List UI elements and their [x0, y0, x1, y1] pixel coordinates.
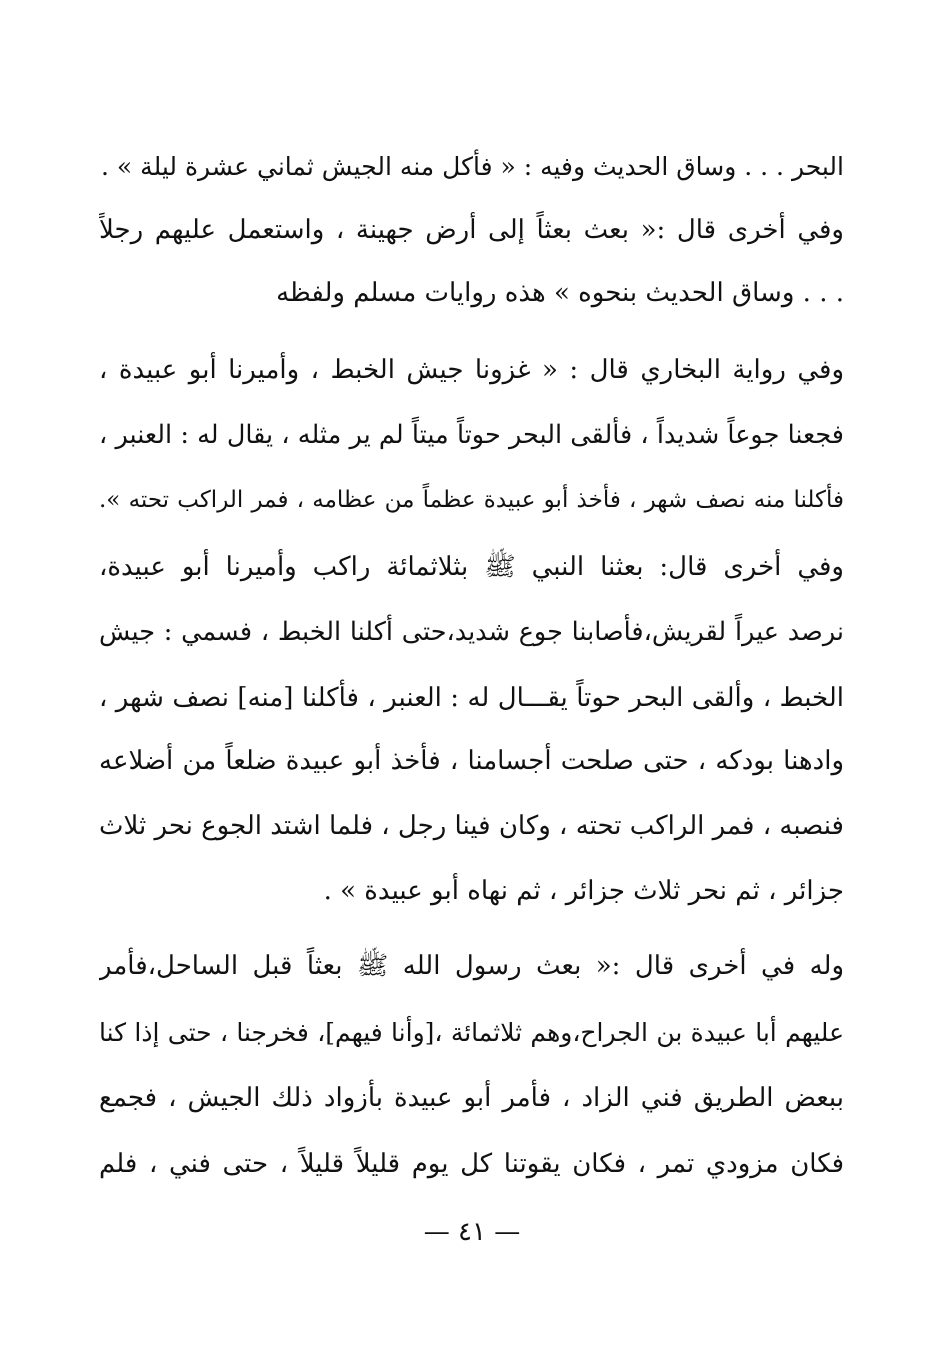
text-line-11: فنصبه ، فمر الراكب تحته ، وكان فينا رجل ، فلما اشتد الجوع نحر ثلاث: [99, 811, 844, 841]
text-line-10: وادهنا بودكه ، حتى صلحت أجسامنا ، فأخذ أبو عبيدة ضلعاً من أضلاعه: [99, 746, 844, 776]
text-line-5: فجعنا جوعاً شديداً ، فألقى البحر حوتاً ميتاً لم ير مثله ، يقال له : العنبر ،: [99, 420, 844, 450]
text-line-9: الخبط ، وألقى البحر حوتاً يقـــال له : العنبر ، فأكلنا [منه] نصف شهر ،: [99, 683, 844, 713]
text-line-4: وفي رواية البخاري قال : « غزونا جيش الخبط ، وأميرنا أبو عبيدة ،: [99, 355, 844, 385]
text-line-3: . . . وساق الحديث بنحوه » هذه روايات مسلم ولفظه: [276, 278, 844, 308]
text-line-7: وفي أخرى قال: بعثنا النبي ﷺ بثلاثمائة راكب وأميرنا أبو عبيدة،: [99, 552, 844, 582]
text-line-16: فكان مزودي تمر ، فكان يقوتنا كل يوم قليلاً قليلاً ، حتى فني ، فلم: [99, 1149, 844, 1179]
text-line-12: جزائر ، ثم نحر ثلاث جزائر ، ثم نهاه أبو عبيدة » .: [323, 876, 844, 906]
text-line-6: فأكلنا منه نصف شهر ، فأخذ أبو عبيدة عظماً من عظامه ، فمر الراكب تحته ».: [99, 487, 844, 513]
text-line-2: وفي أخرى قال :« بعث بعثاً إلى أرض جهينة ، واستعمل عليهم رجلاً: [99, 215, 844, 245]
text-line-1: البحر . . . وساق الحديث وفيه : « فأكل منه الجيش ثماني عشرة ليلة » .: [101, 152, 844, 181]
text-line-15: ببعض الطريق فني الزاد ، فأمر أبو عبيدة بأزواد ذلك الجيش ، فجمع: [99, 1083, 844, 1113]
page-number: — ٤١ —: [423, 1217, 521, 1247]
text-line-13: وله في أخرى قال :« بعث رسول الله ﷺ بعثاً قبل الساحل،فأمر: [99, 951, 844, 981]
text-line-14: عليهم أبا عبيدة بن الجراح،وهم ثلاثمائة ،[وأنا فيهم]، فخرجنا ، حتى إذا كنا: [99, 1018, 844, 1047]
text-line-8: نرصد عيراً لقريش،فأصابنا جوع شديد،حتى أكلنا الخبط ، فسمي : جيش: [99, 617, 844, 647]
